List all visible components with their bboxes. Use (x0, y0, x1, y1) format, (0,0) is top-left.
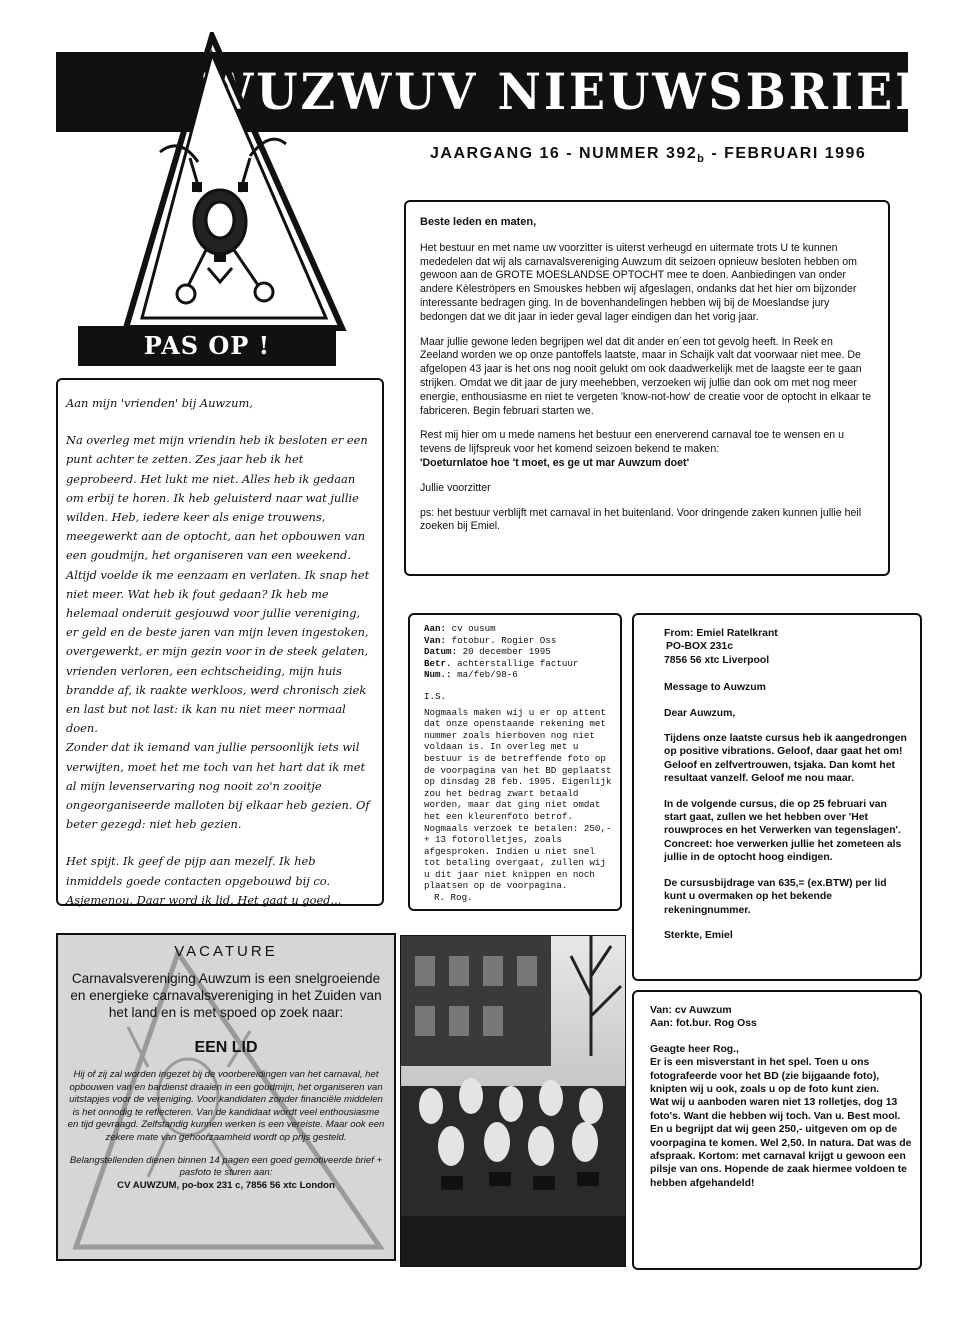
emiel-greeting: Dear Auwzum, (664, 707, 736, 719)
board-letter (404, 200, 890, 576)
reply-letter (632, 990, 922, 1270)
emiel-city: 7856 56 xtc Liverpool (664, 654, 770, 666)
invoice-subject-label: Betr. (424, 657, 452, 669)
reply-paragraph-3: En u begrijpt dat wij geen 250,- uitgeven om op de voorpagina te komen. Wel 2,50. In natura. Dat was de afspraak. Kortom: met carnaval krijgt u gewoon een pilsje van ons. Hopende de zaak hiermee voldoen te hebben afgehandeld! (650, 1124, 912, 1189)
invoice-to-label: Aan: (424, 623, 447, 634)
photo-illustration (401, 936, 626, 1267)
invoice-note (408, 613, 622, 911)
board-paragraph-2: Maar jullie gewone leden begrijpen wel dat dit ander en´een tot gevolg heeft. In Reek en Zeeland worden we op onze pantoffels laatste, maar in Schaijk valt dat voorwaar niet mee. De afgelopen 43 jaar is het ons nog nooit gelukt om ook daadwerkelijk met de laagste eer te gaan strijken. Omdat we dit jaar de jury meehebben, verzoeken wij jullie dan ook om met nog meer energie, enthousiasme en niet te vergeten 'know-not-how' de creatie voor de optocht in elkaar te fabriceren. Begin februari starten we. (420, 335, 872, 417)
invoice-date: 20 december 1995 (462, 646, 551, 658)
maarten-letter (56, 378, 384, 906)
reply-paragraph-2: Wat wij u aanboden waren niet 13 rolletjes, dog 13 foto's. Want die hebben wij toch. Van u. Best mool. (650, 1097, 901, 1122)
vacature-apply (66, 1155, 386, 1193)
invoice-to: cv ousum (451, 623, 496, 634)
board-motto: 'Doeturnlatoe hoe 't moet, es ge ut mar Auwzum doet' (420, 456, 690, 469)
emiel-paragraph-1: Tijdens onze laatste cursus heb ik aangedrongen op positive vibrations. Geloof, daar gaat het om! Geloof en zelfvertrouwen, tsjaka. Dan komt het resultaat vanzelf. Geloof me nou maar. (664, 733, 907, 785)
board-paragraph-1: Het bestuur en met name uw voorzitter is uiterst verheugd en uitermate trots U te kunnen mededelen dat wij als carnavalsvereniging Auwzum dit seizoen opnieuw besloten hebben om gewoon aan de GROTE MOESLANDSE OPTOCHT mee te doen. Aanbiedingen van onder andere Kèleströpers en Smouskes hebben wij afgeslagen, ondanks dat het hier om bijzonder interessante bedragen ging. In de bovenhandelingen hebben wij bij de Moeslandse jury bedongen dat we dit jaar in ieder geval lager eindigen dan het vorig jaar. (420, 241, 857, 323)
reply-greeting: Geagte heer Rog., (650, 1043, 739, 1055)
invoice-body-2: Nogmaals verzoek te betalen: 250,- + 13 fotorolletjes, zoals afgesproken. Indien u niet snel tot betaling overgaat, zullen wij u dit jaar niet knippen en noch plaatsen op de voorpagina. (424, 822, 612, 892)
invoice-num: ma/feb/98-6 (457, 669, 518, 681)
invoice-num-label: Num.: (424, 669, 452, 681)
issue-number: JAARGANG 16 - NUMMER 392 (430, 145, 698, 162)
emiel-subject: Message to Auwzum (664, 682, 766, 694)
emiel-box-address: PO-BOX 231c (666, 641, 733, 653)
maarten-paragraph-1: Na overleg met mijn vriendin heb ik besloten er een punt achter te zetten. Zes jaar heb ik het geprobeerd. Het lukt me niet. Alles heb ik gedaan om erbij te horen. Ik heb geluisterd naar wat jullie wilden. Heb, iedere keer als enige trouwens, meegewerkt aan de optocht, aan het opbouwen van een goudmijn, het organiseren van een weekend. Altijd voelde ik me eenzaam en verlaten. Ik snap het niet meer. Wat heb ik fout gedaan? Ik heb me helemaal onderuit gesjouwd voor jullie vereniging, er geld en de beste jaren van mijn leven ingestoken, overgewerkt, er mijn gezin voor in de steek gelaten, vrienden verloren, een echtscheiding, mijn huis brandde af, ik raakte werkloos, werd chronisch ziek en last but not last: ik kan nu niet meer normaal doen. (66, 433, 370, 736)
board-greeting: Beste leden en maten, (420, 216, 537, 228)
jester-triangle-logo-icon (120, 32, 350, 342)
emiel-from: From: Emiel Ratelkrant (664, 628, 778, 639)
vacature-intro: Carnavalsvereniging Auwzum is een snelgroeiende en energieke carnavalsvereniging in het Zuiden van het land en is met spoed op zoek naar: (70, 971, 382, 1020)
invoice-sign: R. Rog. (434, 892, 473, 904)
reply-to: Aan: fot.bur. Rog Oss (650, 1018, 757, 1030)
invoice-date-label: Datum: (424, 646, 458, 658)
invoice-body: Nogmaals maken wij u er op attent dat onze openstaande rekening met nummer zoals hierboven nog niet voldaan is. In overleg met u bestuur is de betreffende foto op de voorpagina van het BD geplaatst op dinsdag 28 feb. 1995. Eigenlijk zou het bedrag zwart betaald worden, maar dat ging niet omdat het een kleurenfoto betrof. (424, 706, 612, 822)
vacature-title: VACATURE (174, 943, 278, 960)
reply-from: Van: cv Auwzum (650, 1005, 732, 1016)
board-paragraph-3: Rest mij hier om u mede namens het bestuur een enerverend carnaval toe te wensen en u tevens de lijfspreuk voor het komend seizoen bekend te maken: (420, 429, 844, 456)
vacature-address: CV AUWZUM, po-box 231 c, 7856 56 xtc London (117, 1179, 335, 1191)
board-ps: ps: het bestuur verblijft met carnaval in het buitenland. Voor dringende zaken kunnen jullie heil zoeken bij Emiel. (420, 506, 862, 533)
issue-line (430, 145, 910, 165)
issue-date: - FEBRUARI 1996 (705, 145, 867, 162)
invoice-salutation: I.S. (424, 690, 447, 702)
slogan-banner: PAS OP ! (78, 326, 336, 366)
maarten-paragraph-2: Zonder dat ik iemand van jullie persoonlijk iets wil verwijten, moet het me toch van het hart dat ik met al mijn levenservaring nog nooit zo'n zooitje ongeorganiseerde malloten bij elkaar heb gezien. Of beter gezegd: niet heb gezien. (66, 740, 370, 832)
vacature-apply-text: Belangstellenden dienen binnen 14 pagen een goed gemotiveerde brief + pasfoto te sturen aan: (69, 1154, 383, 1179)
invoice-from-label: Van: (424, 634, 447, 646)
invoice-subject: achterstallige factuur (457, 657, 579, 669)
emiel-sign: Sterkte, Emiel (664, 929, 733, 941)
invoice-from: fotobur. Rogier Oss (451, 634, 557, 646)
masthead-title: WUZWUV NIEUWSBRIEF (200, 62, 932, 121)
maarten-heading: Aan mijn 'vrienden' bij Auwzum, (66, 396, 253, 410)
emiel-paragraph-3: De cursusbijdrage van 635,= (ex.BTW) per lid kunt u overmaken op het bekende rekeningnummer. (664, 877, 887, 916)
emiel-message (632, 613, 922, 981)
maarten-paragraph-3: Het spijt. Ik geef de pijp aan mezelf. Ik heb inmiddels goede contacten opgebouwd bij co. Asjemenou. Daar word ik lid. Het gaat u goed... (66, 854, 342, 907)
reply-paragraph-1: Er is een misverstant in het spel. Toen u ons fotografeerde voor het BD (zie bijgaande foto), knipten wij u ook, zoals u op de foto kunt zien. (650, 1057, 880, 1096)
emiel-paragraph-2: In de volgende cursus, die op 25 februari van start gaat, zullen we het hebben over 'Het rouwproces en het Verwerken van tegenslagen'. Concreet: hoe verwerken jullie het zometeen als jullie in de optocht hoog eindigen. (664, 798, 902, 864)
vacature-ad (56, 933, 396, 1261)
board-signoff: Jullie voorzitter (420, 481, 491, 494)
issue-sub: b (697, 153, 706, 166)
vacature-role: EEN LID (194, 1039, 258, 1056)
vacature-body: Hij of zij zal worden ingezet bij de voorbereidingen van het carnaval, het opbouwen van en bardienst draaien in een goudmijn, het organiseren van uitstapjes voor de vereniging. Voor kandidaten zonder financiële middelen is het onnodig te reflecteren. Van de kandidaat wordt veel enthousiasme en tijd gevraagd. Zelfstandig kunnen werken is een vereiste. Maar ook een zekere mate van gehoorzaamheid wordt op prijs gesteld. (67, 1069, 385, 1143)
carnival-group-photo-icon (400, 935, 626, 1267)
